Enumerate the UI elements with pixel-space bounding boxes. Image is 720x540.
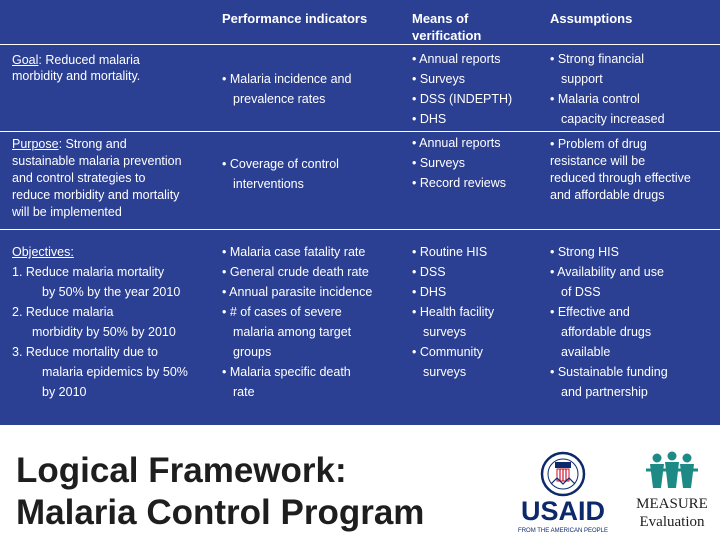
- usaid-wordmark: USAID: [520, 496, 606, 526]
- means-item: • DSS: [412, 265, 446, 279]
- row-divider: [0, 44, 720, 45]
- means-item: surveys: [423, 365, 467, 379]
- means-item: • Community: [412, 345, 484, 359]
- measure-people-icon: [646, 452, 698, 489]
- means-item: • Record reviews: [412, 176, 506, 190]
- means-item: • Surveys: [412, 156, 466, 170]
- means-item: • Routine HIS: [412, 245, 488, 259]
- indicator-item: • Annual parasite incidence: [222, 285, 373, 299]
- indicator-item: • Malaria incidence and: [222, 72, 352, 86]
- assumption-item: • Strong financial: [550, 52, 645, 66]
- usaid-seal-icon: [542, 453, 584, 495]
- objectives-assumptions: [550, 242, 668, 402]
- slide-title: [16, 450, 424, 534]
- objectives-label: [12, 242, 188, 402]
- objectives-indicators: [222, 242, 372, 402]
- purpose-text: sustainable malaria prevention: [12, 154, 182, 168]
- goal-assumptions: [550, 49, 665, 129]
- indicator-item: • General crude death rate: [222, 265, 369, 279]
- purpose-key: Purpose: [12, 137, 59, 151]
- objective-text: malaria epidemics by 50%: [42, 365, 188, 379]
- objective-text: morbidity by 50% by 2010: [32, 325, 176, 339]
- assumption-item: • Sustainable funding: [550, 365, 668, 379]
- objective-text: by 2010: [42, 385, 87, 399]
- assumption-item: • Availability and use: [550, 265, 664, 279]
- measure-wordmark: MEASURE: [636, 496, 708, 512]
- objective-text: by 50% by the year 2010: [42, 285, 181, 299]
- indicator-item: rate: [233, 385, 255, 399]
- assumption-item: affordable drugs: [561, 325, 652, 339]
- indicator-item: prevalence rates: [233, 92, 326, 106]
- means-item: • DHS: [412, 112, 447, 126]
- assumption-item: and affordable drugs: [550, 188, 665, 202]
- title-line: Logical Framework:: [16, 451, 347, 490]
- means-item: • Health facility: [412, 305, 495, 319]
- assumption-item: • Problem of drug: [550, 137, 647, 151]
- header-assumptions: Assumptions: [550, 11, 633, 26]
- purpose-means: [412, 133, 506, 193]
- purpose-assumptions: [550, 136, 691, 204]
- assumption-item: • Effective and: [550, 305, 630, 319]
- means-item: • Annual reports: [412, 52, 501, 66]
- assumption-item: support: [561, 72, 603, 86]
- assumption-item: capacity increased: [561, 112, 665, 126]
- means-item: • Annual reports: [412, 136, 501, 150]
- indicator-item: malaria among target: [233, 325, 352, 339]
- goal-means: [412, 49, 512, 129]
- purpose-indicators: [222, 154, 339, 194]
- assumption-item: resistance will be: [550, 154, 646, 168]
- goal-text: morbidity and mortality.: [12, 69, 141, 83]
- goal-key: Goal: [12, 53, 39, 67]
- assumption-item: • Strong HIS: [550, 245, 619, 259]
- objective-text: 3. Reduce mortality due to: [12, 345, 158, 359]
- indicator-item: groups: [233, 345, 272, 359]
- objective-text: 2. Reduce malaria: [12, 305, 114, 319]
- purpose-text: and control strategies to: [12, 171, 146, 185]
- partner-logos: [505, 448, 720, 536]
- assumption-item: and partnership: [561, 385, 648, 399]
- goal-indicators: [222, 69, 351, 109]
- evaluation-wordmark: Evaluation: [639, 514, 705, 530]
- row-divider: [0, 131, 720, 132]
- row-divider: [0, 229, 720, 230]
- assumption-item: of DSS: [561, 285, 601, 299]
- indicator-item: • Malaria case fatality rate: [222, 245, 366, 259]
- purpose-text: : Strong and: [58, 137, 127, 151]
- goal-text: : Reduced malaria: [38, 53, 140, 67]
- usaid-tagline: FROM THE AMERICAN PEOPLE: [518, 528, 608, 534]
- indicator-item: • Malaria specific death: [222, 365, 351, 379]
- purpose-text: reduce morbidity and mortality: [12, 188, 180, 202]
- purpose-label: [12, 136, 182, 221]
- assumption-item: reduced through effective: [550, 171, 691, 185]
- assumption-item: available: [561, 345, 611, 359]
- objectives-means: [412, 242, 494, 382]
- header-performance-indicators: Performance indicators: [222, 11, 368, 26]
- means-item: • DHS: [412, 285, 447, 299]
- indicator-item: • Coverage of control: [222, 157, 339, 171]
- header-means-line: Means of: [412, 11, 469, 26]
- title-line: Malaria Control Program: [16, 493, 425, 532]
- assumption-item: • Malaria control: [550, 92, 640, 106]
- objectives-key: Objectives:: [12, 245, 74, 259]
- header-means-line: verification: [412, 28, 482, 43]
- means-item: • DSS (INDEPTH): [412, 92, 513, 106]
- purpose-text: will be implemented: [12, 205, 122, 219]
- indicator-item: • # of cases of severe: [222, 305, 342, 319]
- goal-label: [12, 52, 140, 84]
- header-means-of-verification: [412, 10, 481, 44]
- means-item: • Surveys: [412, 72, 466, 86]
- objective-text: 1. Reduce malaria mortality: [12, 265, 165, 279]
- means-item: surveys: [423, 325, 467, 339]
- indicator-item: interventions: [233, 177, 304, 191]
